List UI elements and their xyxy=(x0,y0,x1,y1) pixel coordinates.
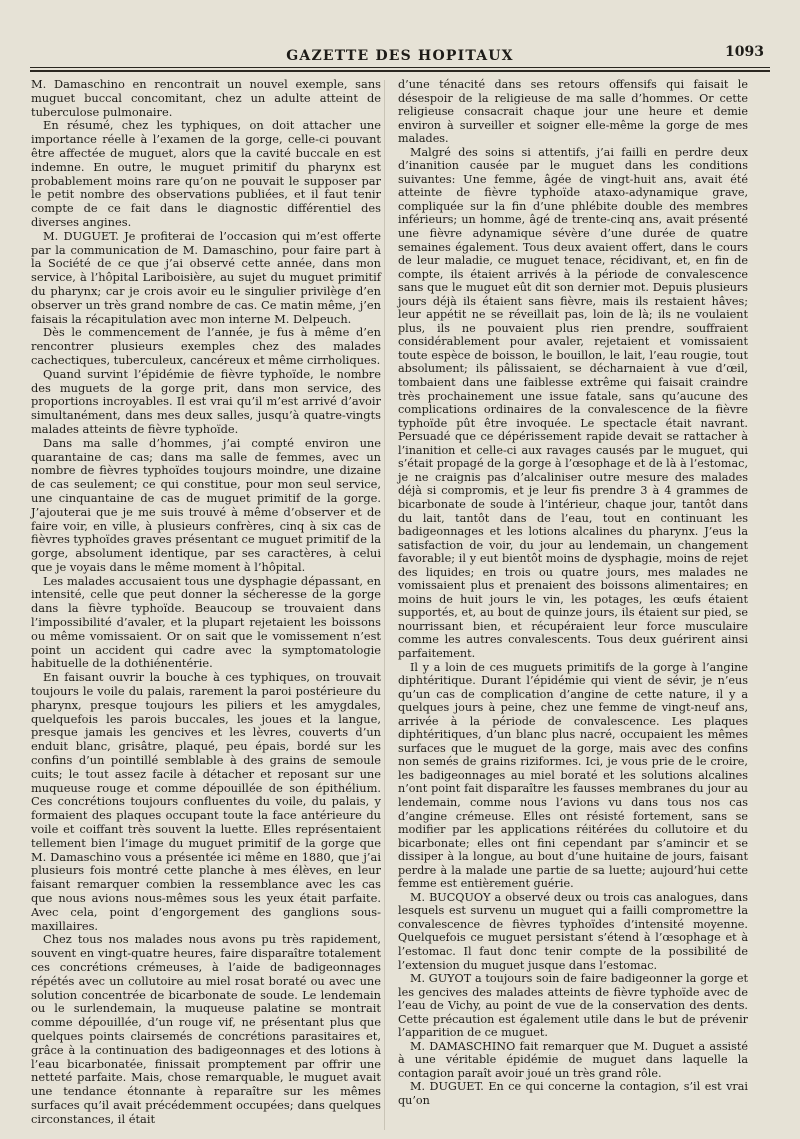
header-rule-thin xyxy=(30,67,770,68)
journal-title: GAZETTE DES HOPITAUX xyxy=(286,48,514,64)
page-number: 1093 xyxy=(725,44,764,60)
paragraph: Dans ma salle d’hommes, j’ai compté environ une quarantaine de cas; dans ma salle de femmes, avec un nombre de fièvres typhoïdes toujours moindre, une dizaine de cas seulement; ce qui constitue, pour mon seul service, une cinquantaine de cas de muguet primitif de la gorge. J’ajouterai que je me suis trouvé à même d’observer et de faire voir, en ville, à plusieurs confrères, cinq à six cas de fièvres typhoïdes graves présentant ce muguet primitif de la gorge, absolument identique, par ses caractères, à celui que je voyais dans le même moment à l’hôpital. xyxy=(31,435,381,574)
paragraph: M. BUCQUOY a observé deux ou trois cas analogues, dans lesquels est survenu un muguet qui a failli compromettre la convalescence de fièvres typhoïdes d’intensité moyenne. Quelquefois ce muguet persistant s’étend à l’œsophage et à l’estomac. Il faut donc tenir compte de la possibilité de l’extension du muguet jusque dans l’estomac. xyxy=(398,890,748,972)
paragraph: M. Damaschino en rencontrait un nouvel exemple, sans muguet buccal concomitant, chez un adulte atteint de tuberculose pulmonaire. xyxy=(31,77,381,119)
left-column xyxy=(31,78,381,1127)
paragraph: Quand survint l’épidémie de fièvre typhoïde, le nombre des muguets de la gorge prit, dans mon service, des proportions incroyables. Il est vrai qu’il m’est arrivé d’avoir simultanément, dans mes deux salles, jusqu’à quatre-vingts malades atteints de fièvre typhoïde. xyxy=(31,366,381,436)
column-divider xyxy=(384,80,385,1130)
paragraph: En faisant ouvrir la bouche à ces typhiques, on trouvait toujours le voile du palais, rarement la paroi postérieure du pharynx, presque toujours les piliers et les amygdales, quelquefois les parois buccales, les joues et la langue, presque jamais les gencives et les lèvres, couverts d’un enduit blanc, grisâtre, plaqué, peu épais, bordé sur les confins d’un pointillé semblable à des grains de semoule cuits; le tout assez facile à détacher et reposant sur une muqueuse rouge et comme dépouillée de son épithélium. Ces concrétions toujours confluentes du voile, du palais, y formaient des plaques occupant toute la face antérieure du voile et coiffant très souvent la luette. Elles représentaient tellement bien l’image du muguet primitif de la gorge que M. Damaschino vous a présentée ici même en 1880, que j’ai plusieurs fois montré cette planche à mes élèves, en leur faisant remarquer combien la ressemblance avec les cas que nous avions nous-mêmes sous les yeux était parfaite. Avec cela, point d’engorgement des ganglions sous-maxillaires. xyxy=(31,670,381,933)
right-column xyxy=(398,78,748,1108)
paragraph: Malgré des soins si attentifs, j’ai failli en perdre deux d’inanition causée par le muguet dans les conditions suivantes: Une femme, âgée de vingt-huit ans, avait été atteinte de fièvre typhoïde ataxo-adynamique grave, compliquée sur la fin d’une phlébite double des membres inférieurs; un homme, âgé de trente-cinq ans, avait présenté une fièvre adynamique sévère d’une durée de quatre semaines également. Tous deux avaient offert, dans le cours de leur maladie, ce muguet tenace, récidivant, et, en fin de compte, ils étaient arrivés à la période de convalescence sans que le muguet eût dit son dernier mot. Depuis plusieurs jours déjà ils étaient sans fièvre, mais ils restaient hâves; leur appétit ne se réveillait pas, loin de là; ils ne voulaient plus, ils ne pouvaient plus rien prendre, souffraient considérablement pour avaler, rejetaient et vomissaient toute espèce de boisson, le bouillon, le lait, l’eau rougie, tout absolument; ils pâlissaient, se décharnaient à vue d’œil, tombaient dans une faiblesse extrême qui faisait craindre très prochainement une issue fatale, sans qu’aucune des complications ordinaires de la convalescence de la fièvre typhoïde pût être invoquée. Le spectacle était navrant. Persuadé que ce dépérissement rapide devait se rattacher à l’inanition et celle-ci aux ravages causés par le muguet, qui s’était propagé de la gorge à l’œsophage et de là à l’estomac, je ne craignis pas d’alcaliniser outre mesure des malades déjà si compromis, et je leur fis prendre 3 à 4 grammes de bicarbonate de soude à l’intérieur, chaque jour, tantôt dans du lait, tantôt dans de l’eau, tout en continuant les badigeonnages et les lotions alcalines du pharynx. J’eus la satisfaction de voir, du jour au lendemain, un changement favorable; il y eut bientôt moins de dysphagie, moins de rejet des liquides; en trois ou quatre jours, mes malades ne vomissaient plus et prenaient des boissons alimentaires; en moins de huit jours le vin, les potages, les œufs étaient supportés, et, au bout de quinze jours, ils étaient sur pied, se nourrissant bien, et récupéraient leur force musculaire comme les autres convalescents. Tous deux guérirent ainsi parfaitement. xyxy=(398,145,748,660)
page-header xyxy=(30,40,770,70)
paragraph: En résumé, chez les typhiques, on doit attacher une importance réelle à l’examen de la gorge, celle-ci pouvant être affectée de muguet, alors que la cavité buccale en est indemne. En outre, le muguet primitif du pharynx est probablement moins rare qu’on ne pouvait le supposer par le petit nombre des observations publiées, et il faut tenir compte de ce fait dans le diagnostic différentiel des diverses angines. xyxy=(31,118,381,229)
paragraph: Chez tous nos malades nous avons pu très rapidement, souvent en vingt-quatre heures, faire disparaître totalement ces concrétions crémeuses, à l’aide de badigeonnages répétés avec un collutoire au miel rosat boraté ou avec une solution concentrée de bicarbonate de soude. Le lendemain ou le surlendemain, la muqueuse palatine se montrait comme dépouillée, d’un rouge vif, ne présentant plus que quelques points clairsemés de concrétions parasitaires et, grâce à la continuation des badigeonnages et des lotions à l’eau bicarbonatée, finissait promptement par offrir une netteté parfaite. Mais, chose remarquable, le muguet avait une tendance étonnante à reparaître sur les mêmes surfaces qu’il avait précédemment occupées; dans quelques circonstances, il était xyxy=(31,932,381,1126)
paragraph: Il y a loin de ces muguets primitifs de la gorge à l’angine diphtéritique. Durant l’épidémie qui vient de sévir, je n’eus qu’un cas de complication d’angine de cette nature, il y a quelques jours à peine, chez une femme de vingt-neuf ans, arrivée à la période de convalescence. Les plaques diphtéritiques, d’un blanc plus nacré, occupaient les mêmes surfaces que le muguet de la gorge, mais avec des confins non semés de grains riziformes. Ici, je vous prie de le croire, les badigeonnages au miel boraté et les solutions alcalines n’ont point fait disparaître les fausses membranes du jour au lendemain, comme nous l’avions vu dans tous nos cas d’angine crémeuse. Elles ont résisté fortement, sans se modifier par les applications réitérées du collutoire et du bicarbonate; elles ont fini cependant par s’amincir et se dissiper à la longue, au bout d’une huitaine de jours, faisant perdre à la malade une partie de sa luette; aujourd’hui cette femme est entièrement guérie. xyxy=(398,660,748,891)
paragraph: M. DAMASCHINO fait remarquer que M. Duguet a assisté à une véritable épidémie de muguet dans laquelle la contagion paraît avoir joué un très grand rôle. xyxy=(398,1039,748,1080)
paragraph: M. DUGUET. En ce qui concerne la contagion, s’il est vrai qu’on xyxy=(398,1080,748,1108)
paragraph: M. GUYOT a toujours soin de faire badigeonner la gorge et les gencives des malades atteints de fièvre typhoïde avec de l’eau de Vichy, au point de vue de la conservation des dents. Cette précaution est également utile dans le but de prévenir l’apparition de ce muguet. xyxy=(398,972,748,1040)
paragraph: M. DUGUET. Je profiterai de l’occasion qui m’est offerte par la communication de M. Damaschino, pour faire part à la Société de ce que j’ai observé cette année, dans mon service, à l’hôpital Lariboisière, au sujet du muguet primitif du pharynx; car je crois avoir eu le singulier privilège d’en observer un très grand nombre de cas. Ce matin même, j’en faisais la récapitulation avec mon interne M. Delpeuch. xyxy=(31,228,381,326)
paragraph: Les malades accusaient tous une dysphagie dépassant, en intensité, celle que peut donner la sécheresse de la gorge dans la fièvre typhoïde. Beaucoup se trouvaient dans l’impossibilité d’avaler, et la plupart rejetaient les boissons ou même vomissaient. Or on sait que le vomissement n’est point un accident qui cadre avec la symptomatologie habituelle de la dothiénentérie. xyxy=(31,573,381,671)
header-rule-thick xyxy=(30,70,770,72)
paragraph: d’une ténacité dans ses retours offensifs qui faisait le désespoir de la religieuse de ma salle d’hommes. Or cette religieuse consacrait chaque jour une heure et demie environ à surveiller et soigner elle-même la gorge de mes malades. xyxy=(398,78,748,146)
paragraph: Dès le commencement de l’année, je fus à même d’en rencontrer plusieurs exemples chez des malades cachectiques, tuberculeux, cancéreux et même cirrholiques. xyxy=(31,325,381,367)
